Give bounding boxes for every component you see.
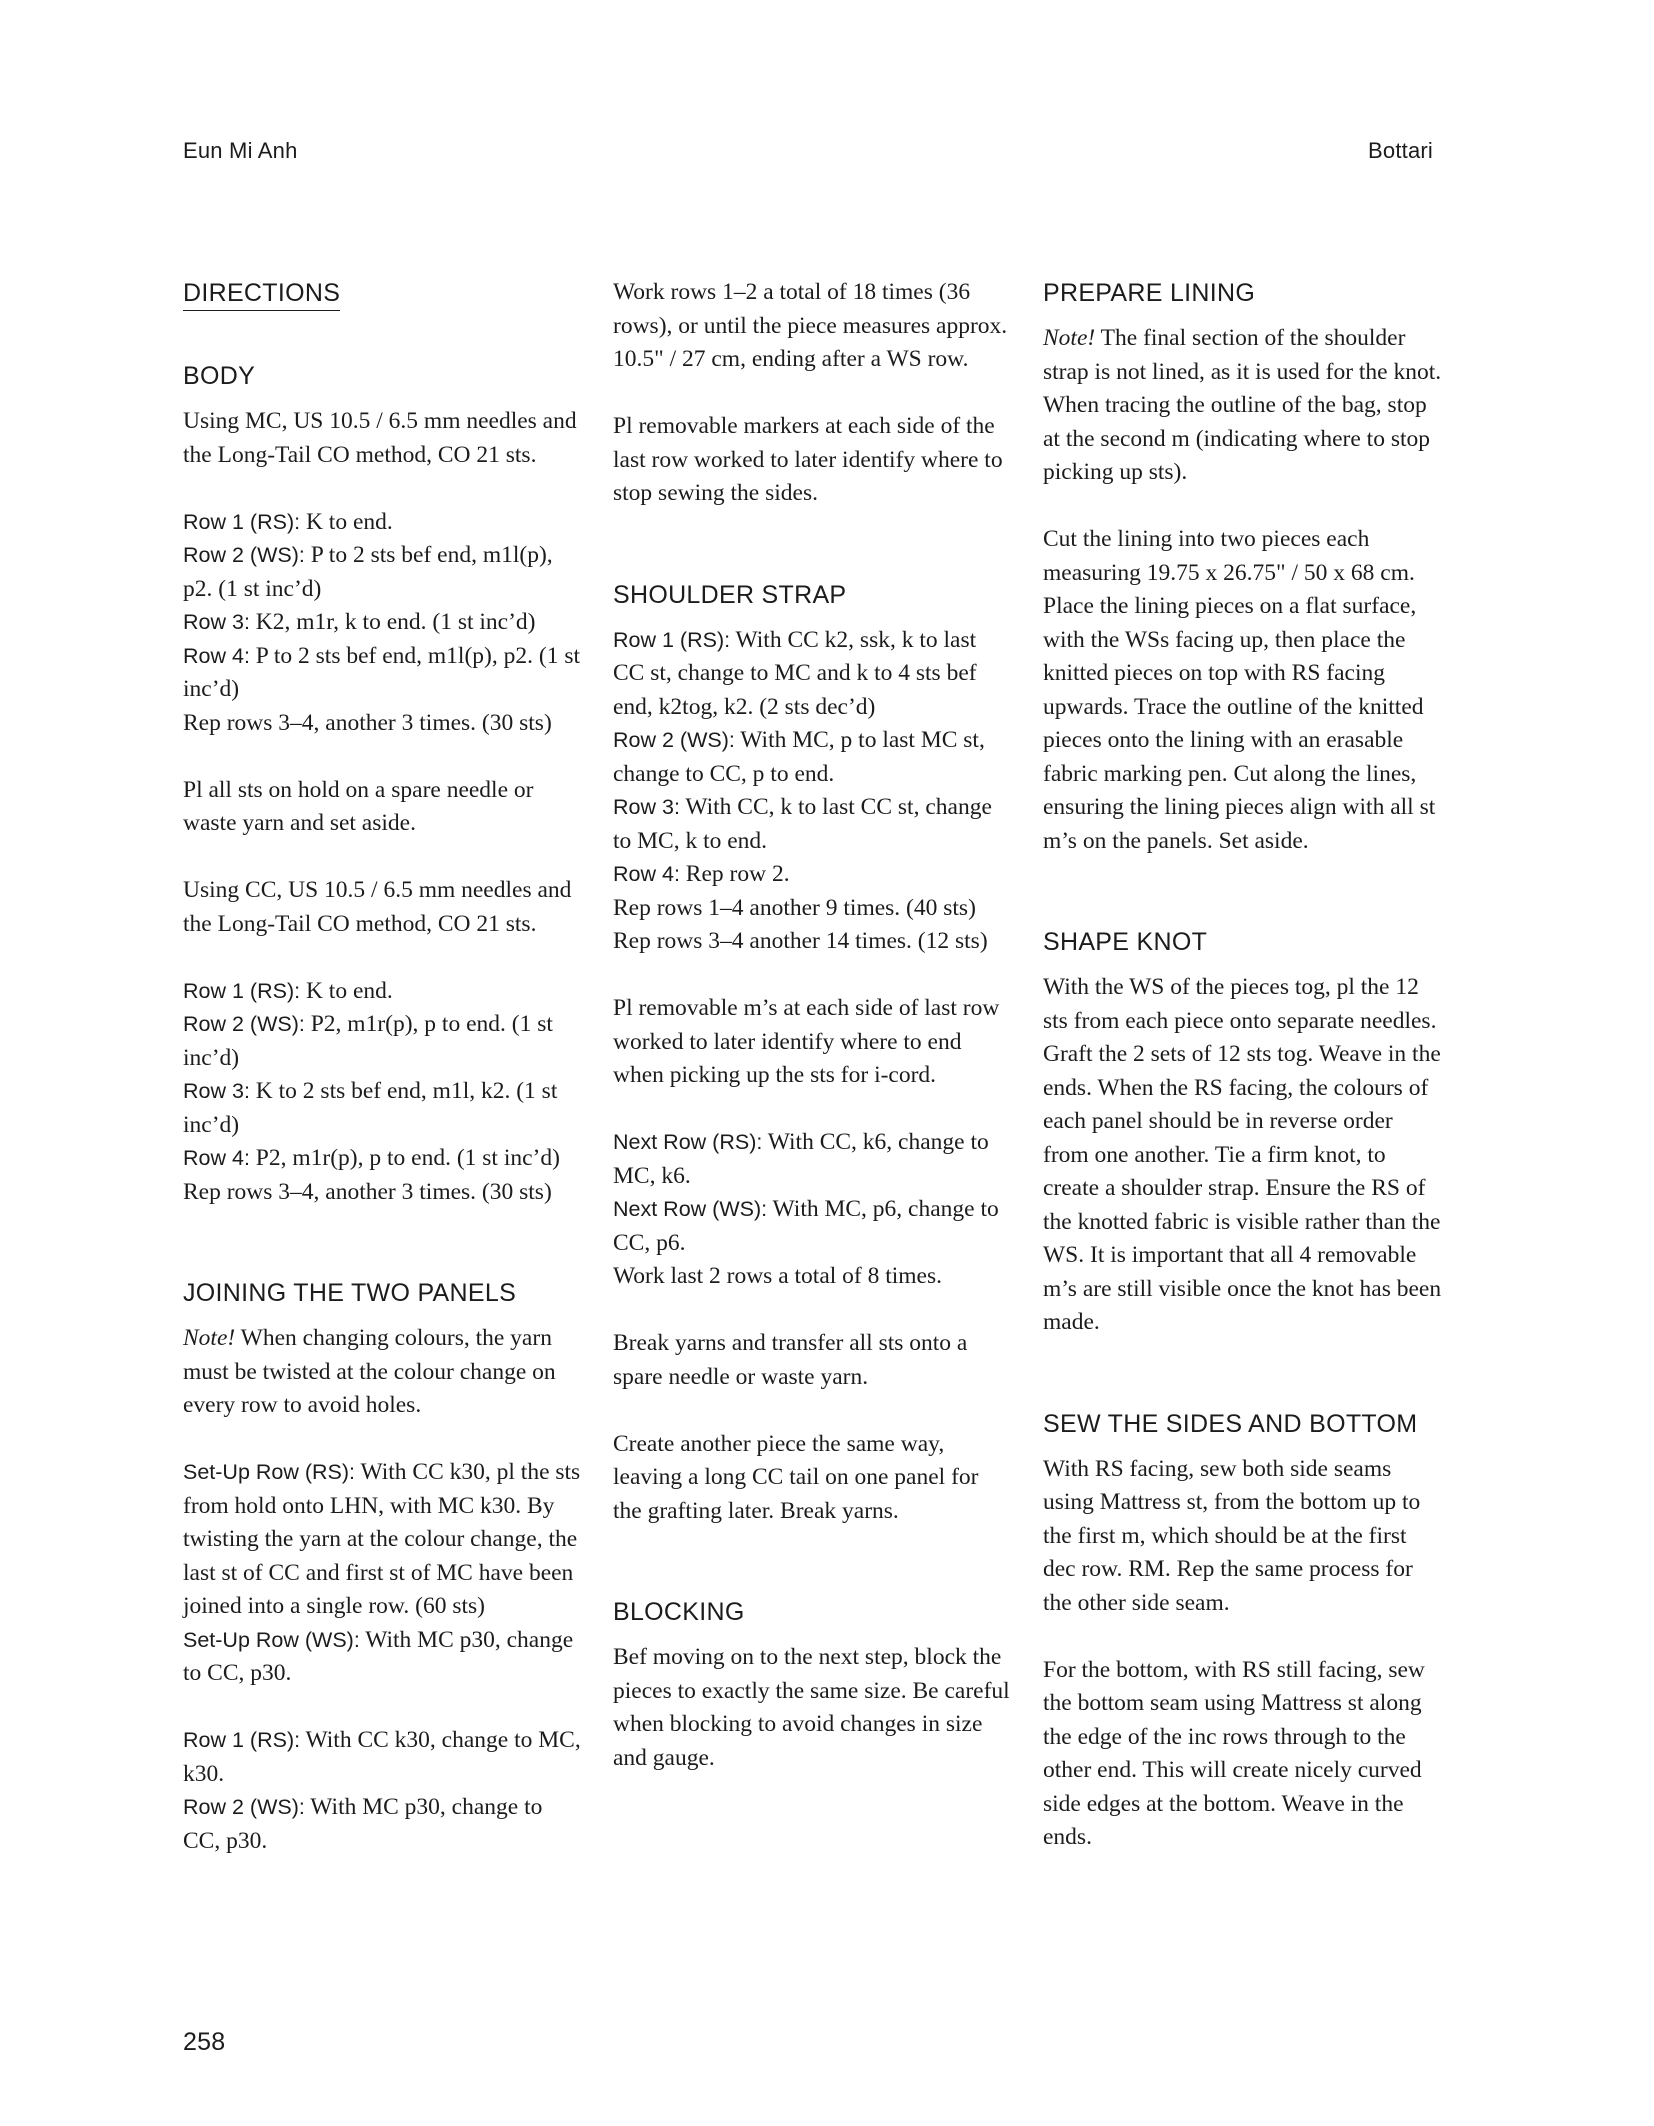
strap-markers: Pl removable m’s at each side of last row worked to later identify where to end when picking up the sts for i-cord. [613, 995, 1000, 1088]
panel2-row1: Row 1 (RS): K to end. [183, 977, 393, 1004]
joining-heading: JOINING THE TWO PANELS [183, 1279, 517, 1307]
panel1-row2: Row 2 (WS): P to 2 sts bef end, m1l(p), p2. (1 st inc’d) [183, 542, 553, 602]
strap-repeat-1: Rep rows 1–4 another 9 times. (40 sts) [613, 894, 976, 921]
shape-knot-heading: SHAPE KNOT [1043, 928, 1208, 956]
sew-text-2: For the bottom, with RS still facing, sew the bottom seam using Mattress st along the edge of the inc rows through to the other end. This will create nicely curved side edges at the bottom. Weave in the ends. [1043, 1656, 1425, 1850]
markers-text: Pl removable markers at each side of the last row worked to later identify where to stop sewing the sides. [613, 413, 1003, 506]
panel2-row2: Row 2 (WS): P2, m1r(p), p to end. (1 st inc’d) [183, 1011, 553, 1071]
strap-row2: Row 2 (WS): With MC, p to last MC st, change to CC, p to end. [613, 727, 985, 787]
next-row-rs: Next Row (RS): With CC, k6, change to MC, k6. [613, 1129, 989, 1189]
page-number: 258 [183, 2028, 226, 2056]
work-last-rows: Work last 2 rows a total of 8 times. [613, 1263, 943, 1289]
joining-note: Note! When changing colours, the yarn must be twisted at the colour change on every row to avoid holes. [183, 1325, 556, 1418]
column-3 [1043, 276, 1443, 1855]
panel2-repeat: Rep rows 3–4, another 3 times. (30 sts) [183, 1178, 552, 1205]
blocking-heading: BLOCKING [613, 1598, 745, 1626]
create-another: Create another piece the same way, leaving a long CC tail on one panel for the grafting later. Break yarns. [613, 1430, 979, 1524]
column-1 [183, 276, 583, 1858]
cc-intro: Using CC, US 10.5 / 6.5 mm needles and the Long-Tail CO method, CO 21 sts. [183, 877, 572, 937]
panel2-row3: Row 3: K to 2 sts bef end, m1l, k2. (1 st inc’d) [183, 1078, 558, 1138]
directions-heading: DIRECTIONS [183, 276, 340, 311]
shoulder-strap-heading: SHOULDER STRAP [613, 580, 847, 609]
join-row1: Row 1 (RS): With CC k30, change to MC, k30. [183, 1727, 581, 1787]
column-2 [613, 276, 1013, 1775]
prepare-lining-heading: PREPARE LINING [1043, 279, 1256, 307]
knot-text: With the WS of the pieces tog, pl the 12 sts from each piece onto separate needles. Graft the 2 sets of 12 sts tog. Weave in the ends. When the RS facing, the colours of each panel should be in reverse order from one another. Tie a firm knot, to create a shoulder strap. Ensure the RS of the knotted fabric is visible rather than the WS. It is important that all 4 removable m’s are still visible once the knot has been made. [1043, 974, 1442, 1335]
blocking-text: Bef moving on to the next step, block the pieces to exactly the same size. Be careful when blocking to avoid changes in size and gauge. [613, 1644, 1010, 1771]
join-row2: Row 2 (WS): With MC p30, change to CC, p30. [183, 1794, 543, 1854]
setup-row-ws: Set-Up Row (WS): With MC p30, change to CC, p30. [183, 1626, 574, 1686]
lining-text: Cut the lining into two pieces each measuring 19.75 x 26.75" / 50 x 68 cm. Place the lining pieces on a flat surface, with the WSs facing up, then place the knitted pieces on top with RS facing upwards. Trace the outline of the knitted pieces onto the lining with an erasable fabric marking pen. Cut along the lines, ensuring the lining pieces align with all st m’s on the panels. Set aside. [1043, 526, 1436, 854]
sew-text-1: With RS facing, sew both side seams using Mattress st, from the bottom up to the first m, which should be at the first dec row. RM. Rep the same process for the other side seam. [1043, 1455, 1421, 1616]
strap-row4: Row 4: Rep row 2. [613, 861, 790, 887]
body-intro: Using MC, US 10.5 / 6.5 mm needles and the Long-Tail CO method, CO 21 sts. [183, 408, 577, 468]
header-title: Bottari [1368, 138, 1433, 163]
setup-row-rs: Set-Up Row (RS): With CC k30, pl the sts from hold onto LHN, with MC k30. By twisting the yarn at the colour change, the last st of CC and first st of MC have been joined into a single row. (60 sts) [183, 1459, 581, 1619]
break-yarns: Break yarns and transfer all sts onto a spare needle or waste yarn. [613, 1330, 968, 1390]
sew-heading: SEW THE SIDES AND BOTTOM [1043, 1409, 1418, 1438]
strap-row1: Row 1 (RS): With CC k2, ssk, k to last CC st, change to MC and k to 4 sts bef end, k2tog, k2. (2 sts dec’d) [613, 626, 977, 720]
panel1-row4: Row 4: P to 2 sts bef end, m1l(p), p2. (1 st inc’d) [183, 642, 580, 702]
panel1-repeat: Rep rows 3–4, another 3 times. (30 sts) [183, 709, 552, 736]
panel1-row1: Row 1 (RS): K to end. [183, 508, 393, 535]
work-rows-text: Work rows 1–2 a total of 18 times (36 rows), or until the piece measures approx. 10.5" / 27 cm, ending after a WS row. [613, 279, 1008, 372]
strap-repeat-2: Rep rows 3–4 another 14 times. (12 sts) [613, 928, 988, 954]
strap-row3: Row 3: With CC, k to last CC st, change to MC, k to end. [613, 794, 992, 854]
panel2-row4: Row 4: P2, m1r(p), p to end. (1 st inc’d) [183, 1145, 560, 1171]
header-author: Eun Mi Anh [183, 138, 298, 163]
hold-text: Pl all sts on hold on a spare needle or waste yarn and set aside. [183, 776, 534, 836]
body-heading: BODY [183, 362, 256, 390]
lining-note: Note! The final section of the shoulder strap is not lined, as it is used for the knot. When tracing the outline of the bag, stop at the second m (indicating where to stop picking up sts). [1043, 325, 1442, 485]
panel1-row3: Row 3: K2, m1r, k to end. (1 st inc’d) [183, 609, 536, 635]
next-row-ws: Next Row (WS): With MC, p6, change to CC, p6. [613, 1196, 999, 1256]
